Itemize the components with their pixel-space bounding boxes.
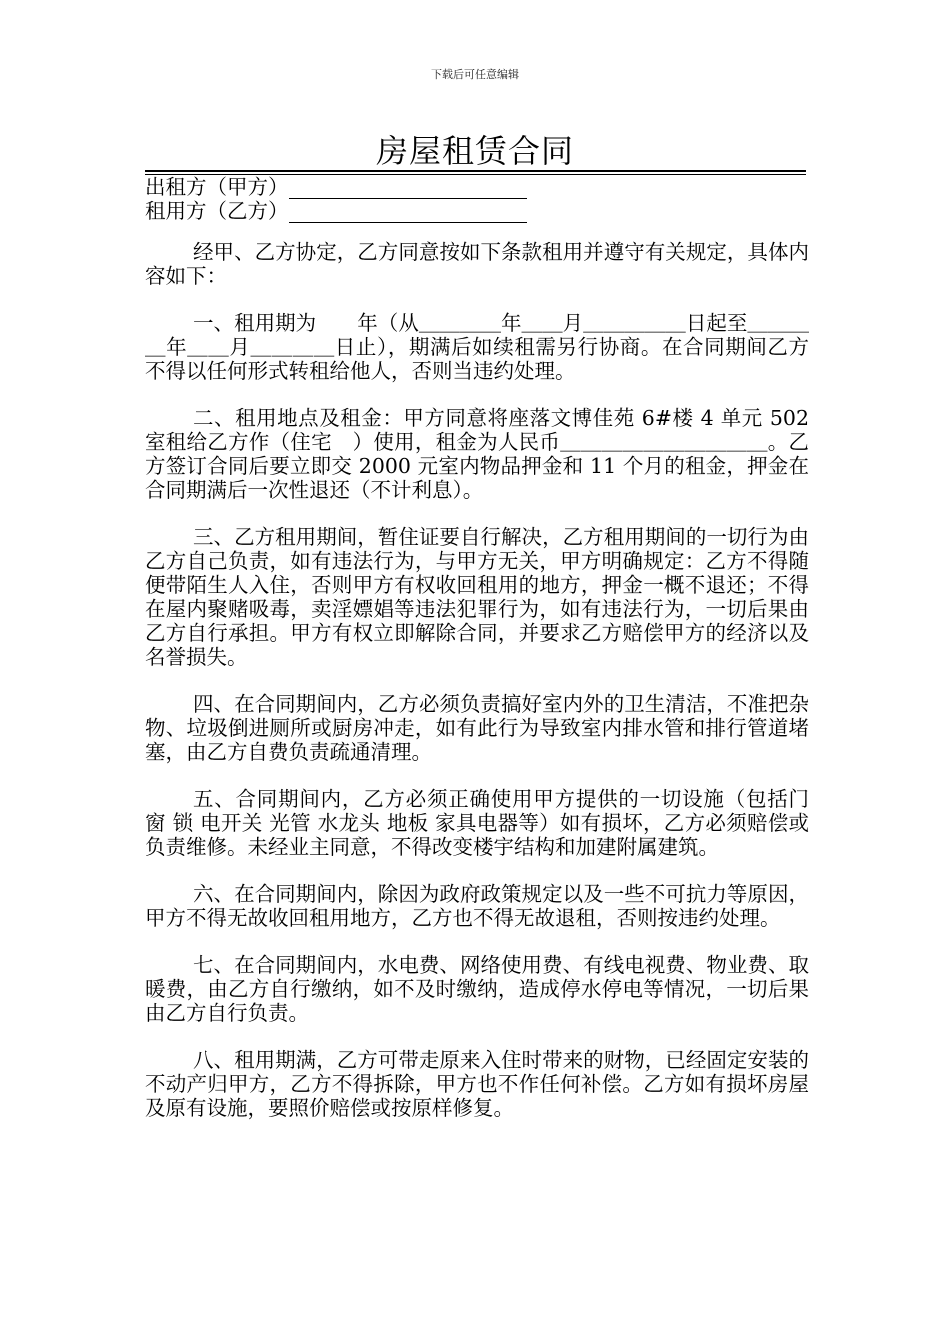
party-lessor — [145, 175, 809, 199]
intro-paragraph: 经甲、乙方协定，乙方同意按如下条款租用并遵守有关规定，具体内容如下： — [145, 240, 809, 288]
clause-1: 一、租用期为 年（从＿＿＿＿年＿＿月＿＿＿＿＿日起至＿＿＿＿年＿＿月＿＿＿＿日止），期满后如续租需另行协商。在合同期间乙方不得以任何形式转租给他人，否则当违约处理。 — [145, 311, 809, 383]
party-lessee-blank — [289, 202, 527, 223]
header-note: 下载后可任意编辑 — [431, 68, 519, 81]
party-lessee — [145, 199, 809, 223]
party-lessor-label: 出租方（甲方） — [145, 175, 289, 199]
clause-2: 二、租用地点及租金：甲方同意将座落文博佳苑 6#楼 4 单元 502 室租给乙方作（住宅 ）使用，租金为人民币＿＿＿＿＿＿＿＿＿＿。乙方签订合同后要立即交 2000 元室内物品押金和 11 个月的租金，押金在合同期满后一次性退还（不计利息）。 — [145, 406, 809, 502]
clause-4: 四、在合同期间内，乙方必须负责搞好室内外的卫生清洁，不准把杂物、垃圾倒进厕所或厨房冲走，如有此行为导致室内排水管和排行管道堵塞，由乙方自费负责疏通清理。 — [145, 692, 809, 764]
party-lessee-label: 租用方（乙方） — [145, 199, 289, 223]
clause-7: 七、在合同期间内，水电费、网络使用费、有线电视费、物业费、取暖费，由乙方自行缴纳，如不及时缴纳，造成停水停电等情况，一切后果由乙方自行负责。 — [145, 953, 809, 1025]
clause-6: 六、在合同期间内，除因为政府政策规定以及一些不可抗力等原因，甲方不得无故收回租用地方，乙方也不得无故退租，否则按违约处理。 — [145, 882, 809, 930]
clause-8: 八、租用期满，乙方可带走原来入住时带来的财物，已经固定安装的不动产归甲方，乙方不得拆除，甲方也不作任何补偿。乙方如有损坏房屋及原有设施，要照价赔偿或按原样修复。 — [145, 1048, 809, 1120]
clause-3: 三、乙方租用期间，暂住证要自行解决，乙方租用期间的一切行为由乙方自己负责，如有违法行为，与甲方无关，甲方明确规定：乙方不得随便带陌生人入住，否则甲方有权收回租用的地方，押金一概不退还；不得在屋内聚赌吸毒，卖淫嫖娼等违法犯罪行为，如有违法行为，一切后果由乙方自行承担。甲方有权立即解除合同，并要求乙方赔偿甲方的经济以及名誉损失。 — [145, 525, 809, 669]
document-body — [145, 175, 809, 1120]
title-rule-thick — [145, 170, 806, 172]
clause-5: 五、合同期间内，乙方必须正确使用甲方提供的一切设施（包括门 窗 锁 电开关 光管 水龙头 地板 家具电器等）如有损坏，乙方必须赔偿或负责维修。未经业主同意，不得改变楼宇结构和加建附属建筑。 — [145, 787, 809, 859]
document-title: 房屋租赁合同 — [375, 132, 574, 170]
party-lessor-blank — [289, 178, 527, 199]
